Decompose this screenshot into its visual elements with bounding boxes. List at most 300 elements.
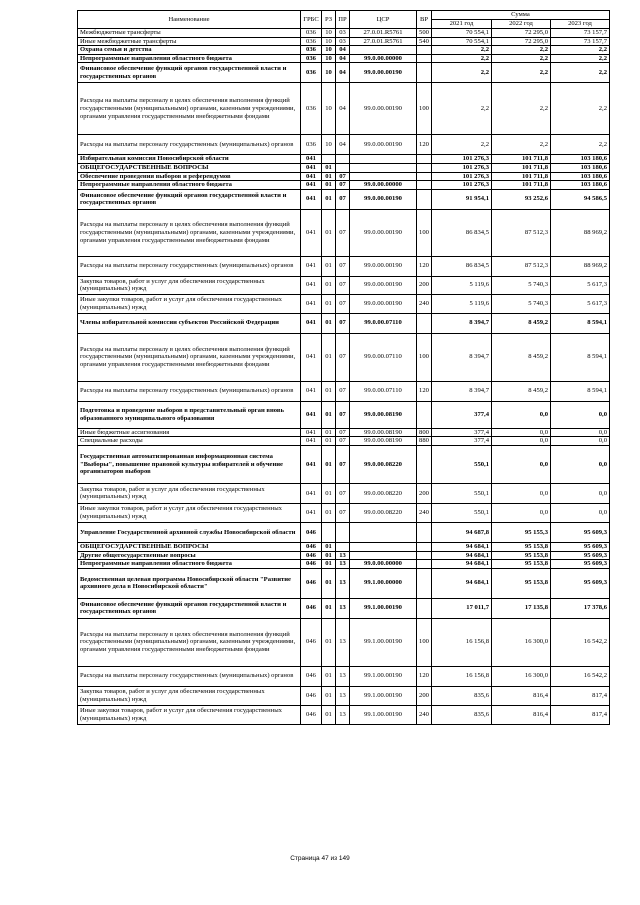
cell-pr — [336, 163, 350, 172]
cell-2023: 2,2 — [551, 46, 610, 55]
cell-rz: 01 — [322, 445, 336, 483]
cell-2021: 550,1 — [432, 445, 492, 483]
cell-name: Специальные расходы — [78, 437, 301, 446]
cell-2023: 0,0 — [551, 437, 610, 446]
cell-2021: 2,2 — [432, 63, 492, 83]
cell-rz — [322, 522, 336, 542]
table-row — [78, 428, 610, 437]
cell-rz: 10 — [322, 54, 336, 63]
table-row — [78, 276, 610, 294]
cell-2023: 8 594,1 — [551, 381, 610, 401]
cell-vr: 100 — [417, 333, 432, 381]
cell-rz: 10 — [322, 37, 336, 46]
table-row — [78, 135, 610, 155]
cell-grbs: 046 — [301, 551, 322, 560]
cell-pr: 07 — [336, 437, 350, 446]
table-row — [78, 618, 610, 666]
cell-2023: 103 180,6 — [551, 181, 610, 190]
cell-rz: 01 — [322, 598, 336, 618]
cell-csr: 99.1.00.00190 — [350, 666, 417, 686]
cell-grbs: 041 — [301, 437, 322, 446]
cell-rz: 01 — [322, 333, 336, 381]
cell-2023: 17 378,6 — [551, 598, 610, 618]
cell-2023: 2,2 — [551, 83, 610, 135]
cell-2023: 95 609,3 — [551, 522, 610, 542]
table-row — [78, 46, 610, 55]
cell-rz: 10 — [322, 83, 336, 135]
header-sum: Сумма — [432, 11, 610, 20]
cell-csr: 99.0.00.00190 — [350, 276, 417, 294]
cell-2023: 103 180,6 — [551, 163, 610, 172]
cell-rz: 01 — [322, 163, 336, 172]
table-row — [78, 155, 610, 164]
cell-grbs: 041 — [301, 503, 322, 522]
cell-vr — [417, 560, 432, 569]
cell-2023: 95 609,3 — [551, 542, 610, 551]
cell-2022: 0,0 — [492, 503, 551, 522]
cell-vr: 200 — [417, 483, 432, 503]
cell-name: Финансовое обеспечение функций органов государственной власти и государственных органов — [78, 598, 301, 618]
cell-2022: 5 740,3 — [492, 294, 551, 313]
table-row — [78, 666, 610, 686]
cell-grbs: 046 — [301, 618, 322, 666]
cell-vr: 800 — [417, 428, 432, 437]
cell-vr: 240 — [417, 503, 432, 522]
cell-rz: 01 — [322, 172, 336, 181]
cell-csr: 99.0.00.08190 — [350, 401, 417, 428]
cell-csr: 99.1.00.00190 — [350, 598, 417, 618]
cell-2022: 816,4 — [492, 686, 551, 705]
cell-2022: 5 740,3 — [492, 276, 551, 294]
cell-pr: 07 — [336, 276, 350, 294]
cell-name: Межбюджетные трансферты — [78, 29, 301, 38]
cell-rz: 01 — [322, 381, 336, 401]
cell-pr: 07 — [336, 503, 350, 522]
table-row — [78, 437, 610, 446]
table-row — [78, 29, 610, 38]
cell-pr: 07 — [336, 209, 350, 256]
cell-vr — [417, 172, 432, 181]
cell-vr — [417, 542, 432, 551]
cell-2023: 94 586,5 — [551, 189, 610, 209]
cell-vr — [417, 568, 432, 598]
cell-csr: 99.0.00.00000 — [350, 560, 417, 569]
cell-name: Расходы на выплаты персоналу государственных (муниципальных) органов — [78, 666, 301, 686]
cell-pr: 13 — [336, 568, 350, 598]
cell-vr: 240 — [417, 294, 432, 313]
table-row — [78, 483, 610, 503]
header-name: Наименование — [78, 11, 301, 29]
cell-name: Финансовое обеспечение функций органов государственной власти и государственных органов — [78, 189, 301, 209]
cell-csr: 99.0.00.07110 — [350, 313, 417, 333]
cell-2021: 16 156,8 — [432, 618, 492, 666]
cell-2021: 550,1 — [432, 483, 492, 503]
cell-name: ОБЩЕГОСУДАРСТВЕННЫЕ ВОПРОСЫ — [78, 542, 301, 551]
cell-grbs: 046 — [301, 568, 322, 598]
cell-2022: 95 153,8 — [492, 568, 551, 598]
cell-grbs: 046 — [301, 705, 322, 724]
cell-grbs: 041 — [301, 189, 322, 209]
cell-grbs: 036 — [301, 54, 322, 63]
cell-rz: 01 — [322, 560, 336, 569]
cell-name: Расходы на выплаты персоналу в целях обеспечения выполнения функций государственными (муниципальными) органами, казенными учреждениями, органами управления государственными внебюджетными фондами — [78, 83, 301, 135]
cell-grbs: 041 — [301, 276, 322, 294]
cell-pr: 07 — [336, 256, 350, 276]
cell-2021: 377,4 — [432, 401, 492, 428]
cell-vr — [417, 401, 432, 428]
cell-2021: 94 684,1 — [432, 568, 492, 598]
cell-2021: 2,2 — [432, 46, 492, 55]
cell-rz: 01 — [322, 568, 336, 598]
cell-vr — [417, 163, 432, 172]
cell-vr: 120 — [417, 666, 432, 686]
cell-vr: 240 — [417, 705, 432, 724]
cell-2021: 94 684,1 — [432, 542, 492, 551]
cell-grbs: 036 — [301, 63, 322, 83]
cell-grbs: 046 — [301, 522, 322, 542]
table-row — [78, 401, 610, 428]
cell-rz: 01 — [322, 483, 336, 503]
header-year-2023: 2023 год — [551, 20, 610, 29]
cell-grbs: 041 — [301, 256, 322, 276]
cell-csr — [350, 522, 417, 542]
cell-csr — [350, 155, 417, 164]
cell-csr — [350, 172, 417, 181]
cell-rz: 01 — [322, 428, 336, 437]
cell-2023: 2,2 — [551, 135, 610, 155]
cell-2023: 73 157,7 — [551, 37, 610, 46]
cell-vr: 120 — [417, 381, 432, 401]
cell-vr: 500 — [417, 29, 432, 38]
table-row — [78, 54, 610, 63]
table-row — [78, 256, 610, 276]
cell-2021: 70 554,1 — [432, 37, 492, 46]
header-year-2022: 2022 год — [492, 20, 551, 29]
cell-pr: 13 — [336, 551, 350, 560]
table-row — [78, 542, 610, 551]
cell-vr: 540 — [417, 37, 432, 46]
cell-pr: 13 — [336, 598, 350, 618]
cell-rz: 01 — [322, 401, 336, 428]
cell-2021: 94 684,1 — [432, 560, 492, 569]
cell-2022: 95 155,3 — [492, 522, 551, 542]
cell-2023: 0,0 — [551, 428, 610, 437]
cell-rz: 01 — [322, 705, 336, 724]
cell-grbs: 046 — [301, 666, 322, 686]
cell-2021: 70 554,1 — [432, 29, 492, 38]
cell-2023: 88 969,2 — [551, 256, 610, 276]
cell-2021: 91 954,1 — [432, 189, 492, 209]
cell-2021: 835,6 — [432, 686, 492, 705]
cell-pr: 07 — [336, 445, 350, 483]
cell-vr: 100 — [417, 83, 432, 135]
cell-2023: 5 617,3 — [551, 294, 610, 313]
cell-name: Избирательная комиссия Новосибирской области — [78, 155, 301, 164]
cell-2021: 5 119,6 — [432, 294, 492, 313]
table-row — [78, 598, 610, 618]
cell-2022: 93 252,6 — [492, 189, 551, 209]
cell-2022: 0,0 — [492, 401, 551, 428]
cell-2021: 550,1 — [432, 503, 492, 522]
cell-2022: 0,0 — [492, 437, 551, 446]
cell-csr: 99.0.00.08220 — [350, 503, 417, 522]
header-rz: РЗ — [322, 11, 336, 29]
cell-2021: 8 394,7 — [432, 333, 492, 381]
cell-grbs: 041 — [301, 163, 322, 172]
cell-rz: 01 — [322, 181, 336, 190]
cell-grbs: 046 — [301, 598, 322, 618]
cell-2022: 101 711,8 — [492, 155, 551, 164]
cell-csr: 99.0.00.00190 — [350, 83, 417, 135]
cell-name: Ведомственная целевая программа Новосибирской области "Развитие архивного дела в Новосибирской области" — [78, 568, 301, 598]
cell-2021: 377,4 — [432, 437, 492, 446]
cell-csr: 27.0.01.R5761 — [350, 29, 417, 38]
cell-rz: 01 — [322, 313, 336, 333]
cell-pr: 13 — [336, 705, 350, 724]
cell-rz: 01 — [322, 503, 336, 522]
cell-2023: 103 180,6 — [551, 172, 610, 181]
cell-vr — [417, 189, 432, 209]
cell-grbs: 036 — [301, 83, 322, 135]
cell-name: Управление Государственной архивной службы Новосибирской области — [78, 522, 301, 542]
cell-2021: 835,6 — [432, 705, 492, 724]
cell-2022: 816,4 — [492, 705, 551, 724]
cell-grbs: 041 — [301, 483, 322, 503]
cell-grbs: 041 — [301, 172, 322, 181]
cell-name: Охрана семьи и детства — [78, 46, 301, 55]
table-row — [78, 686, 610, 705]
cell-pr: 04 — [336, 54, 350, 63]
cell-2022: 101 711,8 — [492, 181, 551, 190]
cell-2022: 72 295,0 — [492, 29, 551, 38]
cell-name: Финансовое обеспечение функций органов государственной власти и государственных органов — [78, 63, 301, 83]
cell-2023: 88 969,2 — [551, 209, 610, 256]
cell-csr: 99.0.00.08190 — [350, 428, 417, 437]
cell-2023: 103 180,6 — [551, 155, 610, 164]
cell-grbs: 041 — [301, 181, 322, 190]
cell-2021: 86 834,5 — [432, 256, 492, 276]
table-row — [78, 522, 610, 542]
cell-2021: 5 119,6 — [432, 276, 492, 294]
table-row — [78, 445, 610, 483]
cell-pr: 07 — [336, 381, 350, 401]
cell-name: Расходы на выплаты персоналу в целях обеспечения выполнения функций государственными (муниципальными) органами, казенными учреждениями, органами управления государственными внебюджетными фондами — [78, 333, 301, 381]
cell-csr: 99.0.00.00190 — [350, 135, 417, 155]
cell-2022: 2,2 — [492, 46, 551, 55]
cell-grbs: 041 — [301, 428, 322, 437]
table-body — [78, 29, 610, 725]
cell-csr: 99.0.00.00000 — [350, 54, 417, 63]
table-row — [78, 189, 610, 209]
cell-pr: 13 — [336, 560, 350, 569]
cell-csr: 99.0.00.00000 — [350, 181, 417, 190]
table-row — [78, 37, 610, 46]
cell-name: Расходы на выплаты персоналу государственных (муниципальных) органов — [78, 256, 301, 276]
cell-vr: 880 — [417, 437, 432, 446]
cell-grbs: 041 — [301, 445, 322, 483]
cell-csr — [350, 542, 417, 551]
cell-2021: 8 394,7 — [432, 381, 492, 401]
cell-2022: 87 512,3 — [492, 256, 551, 276]
cell-pr: 04 — [336, 135, 350, 155]
cell-vr: 200 — [417, 686, 432, 705]
cell-2022: 0,0 — [492, 483, 551, 503]
cell-2022: 95 153,8 — [492, 551, 551, 560]
table-row — [78, 560, 610, 569]
header-csr: ЦСР — [350, 11, 417, 29]
cell-vr — [417, 522, 432, 542]
cell-2022: 8 459,2 — [492, 333, 551, 381]
cell-2021: 101 276,3 — [432, 181, 492, 190]
cell-2022: 72 295,0 — [492, 37, 551, 46]
cell-rz: 01 — [322, 618, 336, 666]
cell-pr — [336, 522, 350, 542]
cell-2022: 2,2 — [492, 63, 551, 83]
table-row — [78, 568, 610, 598]
cell-vr — [417, 181, 432, 190]
cell-2022: 95 153,8 — [492, 542, 551, 551]
cell-csr — [350, 163, 417, 172]
cell-rz: 10 — [322, 63, 336, 83]
cell-name: Расходы на выплаты персоналу в целях обеспечения выполнения функций государственными (муниципальными) органами, казенными учреждениями, органами управления государственными внебюджетными фондами — [78, 209, 301, 256]
cell-2021: 2,2 — [432, 83, 492, 135]
cell-rz: 01 — [322, 294, 336, 313]
cell-2022: 8 459,2 — [492, 313, 551, 333]
cell-pr — [336, 542, 350, 551]
cell-csr — [350, 46, 417, 55]
header-pr: ПР — [336, 11, 350, 29]
cell-2022: 0,0 — [492, 428, 551, 437]
cell-vr — [417, 445, 432, 483]
table-row — [78, 172, 610, 181]
header-vr: ВР — [417, 11, 432, 29]
cell-name: Члены избирательной комиссии субъектов Российской Федерации — [78, 313, 301, 333]
cell-2022: 101 711,8 — [492, 172, 551, 181]
cell-rz: 01 — [322, 189, 336, 209]
cell-grbs: 041 — [301, 294, 322, 313]
cell-2022: 0,0 — [492, 445, 551, 483]
cell-name: Другие общегосударственные вопросы — [78, 551, 301, 560]
cell-vr — [417, 63, 432, 83]
cell-pr: 07 — [336, 401, 350, 428]
table-row — [78, 63, 610, 83]
cell-2023: 95 609,3 — [551, 551, 610, 560]
cell-csr: 99.1.00.00190 — [350, 618, 417, 666]
cell-grbs: 036 — [301, 37, 322, 46]
cell-2023: 8 594,1 — [551, 333, 610, 381]
cell-2021: 101 276,3 — [432, 172, 492, 181]
cell-2021: 17 011,7 — [432, 598, 492, 618]
cell-2023: 5 617,3 — [551, 276, 610, 294]
cell-vr: 100 — [417, 209, 432, 256]
cell-2021: 101 276,3 — [432, 155, 492, 164]
table-row — [78, 181, 610, 190]
cell-2021: 2,2 — [432, 135, 492, 155]
cell-csr: 99.0.00.00190 — [350, 209, 417, 256]
cell-pr: 03 — [336, 37, 350, 46]
cell-2021: 94 687,8 — [432, 522, 492, 542]
cell-pr: 13 — [336, 666, 350, 686]
table-row — [78, 381, 610, 401]
table-row — [78, 551, 610, 560]
cell-vr — [417, 598, 432, 618]
cell-csr: 99.1.00.00190 — [350, 705, 417, 724]
cell-rz: 01 — [322, 542, 336, 551]
cell-csr: 99.0.00.00190 — [350, 294, 417, 313]
cell-grbs: 046 — [301, 686, 322, 705]
cell-2023: 817,4 — [551, 686, 610, 705]
cell-vr — [417, 54, 432, 63]
cell-rz: 01 — [322, 666, 336, 686]
cell-name: Непрограммные направления областного бюджета — [78, 54, 301, 63]
cell-2023: 2,2 — [551, 54, 610, 63]
cell-rz: 10 — [322, 135, 336, 155]
cell-2023: 16 542,2 — [551, 618, 610, 666]
cell-2023: 73 157,7 — [551, 29, 610, 38]
cell-pr: 07 — [336, 428, 350, 437]
cell-2022: 87 512,3 — [492, 209, 551, 256]
cell-2021: 86 834,5 — [432, 209, 492, 256]
cell-pr: 07 — [336, 181, 350, 190]
table-row — [78, 313, 610, 333]
cell-grbs: 041 — [301, 333, 322, 381]
cell-csr: 99.0.00.00190 — [350, 63, 417, 83]
cell-2021: 101 276,3 — [432, 163, 492, 172]
cell-grbs: 041 — [301, 381, 322, 401]
cell-name: Обеспечение проведения выборов и референдумов — [78, 172, 301, 181]
cell-csr: 27.0.01.R5761 — [350, 37, 417, 46]
cell-rz: 01 — [322, 686, 336, 705]
cell-pr: 07 — [336, 189, 350, 209]
cell-grbs: 041 — [301, 401, 322, 428]
cell-vr: 200 — [417, 276, 432, 294]
cell-pr — [336, 155, 350, 164]
table-row — [78, 83, 610, 135]
cell-2021: 94 684,1 — [432, 551, 492, 560]
cell-csr: 99.0.00.08220 — [350, 483, 417, 503]
cell-2021: 16 156,8 — [432, 666, 492, 686]
cell-2023: 0,0 — [551, 503, 610, 522]
cell-name: Непрограммные направления областного бюджета — [78, 560, 301, 569]
cell-name: Непрограммные направления областного бюджета — [78, 181, 301, 190]
cell-grbs: 041 — [301, 313, 322, 333]
cell-pr: 13 — [336, 618, 350, 666]
table-row — [78, 209, 610, 256]
cell-2023: 0,0 — [551, 401, 610, 428]
cell-grbs: 036 — [301, 46, 322, 55]
table-row — [78, 163, 610, 172]
cell-2023: 817,4 — [551, 705, 610, 724]
cell-grbs: 041 — [301, 209, 322, 256]
cell-pr: 04 — [336, 83, 350, 135]
cell-2023: 16 542,2 — [551, 666, 610, 686]
cell-pr: 03 — [336, 29, 350, 38]
cell-rz: 01 — [322, 551, 336, 560]
cell-2022: 16 300,0 — [492, 666, 551, 686]
cell-2022: 17 135,8 — [492, 598, 551, 618]
cell-csr: 99.0.00.08190 — [350, 437, 417, 446]
cell-csr: 99.0.00.08220 — [350, 445, 417, 483]
table-row — [78, 503, 610, 522]
cell-2021: 2,2 — [432, 54, 492, 63]
cell-name: Расходы на выплаты персоналу государственных (муниципальных) органов — [78, 135, 301, 155]
cell-name: Закупка товаров, работ и услуг для обеспечения государственных (муниципальных) нужд — [78, 483, 301, 503]
cell-vr — [417, 155, 432, 164]
cell-grbs: 036 — [301, 135, 322, 155]
cell-2021: 377,4 — [432, 428, 492, 437]
cell-2023: 2,2 — [551, 63, 610, 83]
cell-name: Расходы на выплаты персоналу в целях обеспечения выполнения функций государственными (муниципальными) органами, казенными учреждениями, органами управления государственными внебюджетными фондами — [78, 618, 301, 666]
